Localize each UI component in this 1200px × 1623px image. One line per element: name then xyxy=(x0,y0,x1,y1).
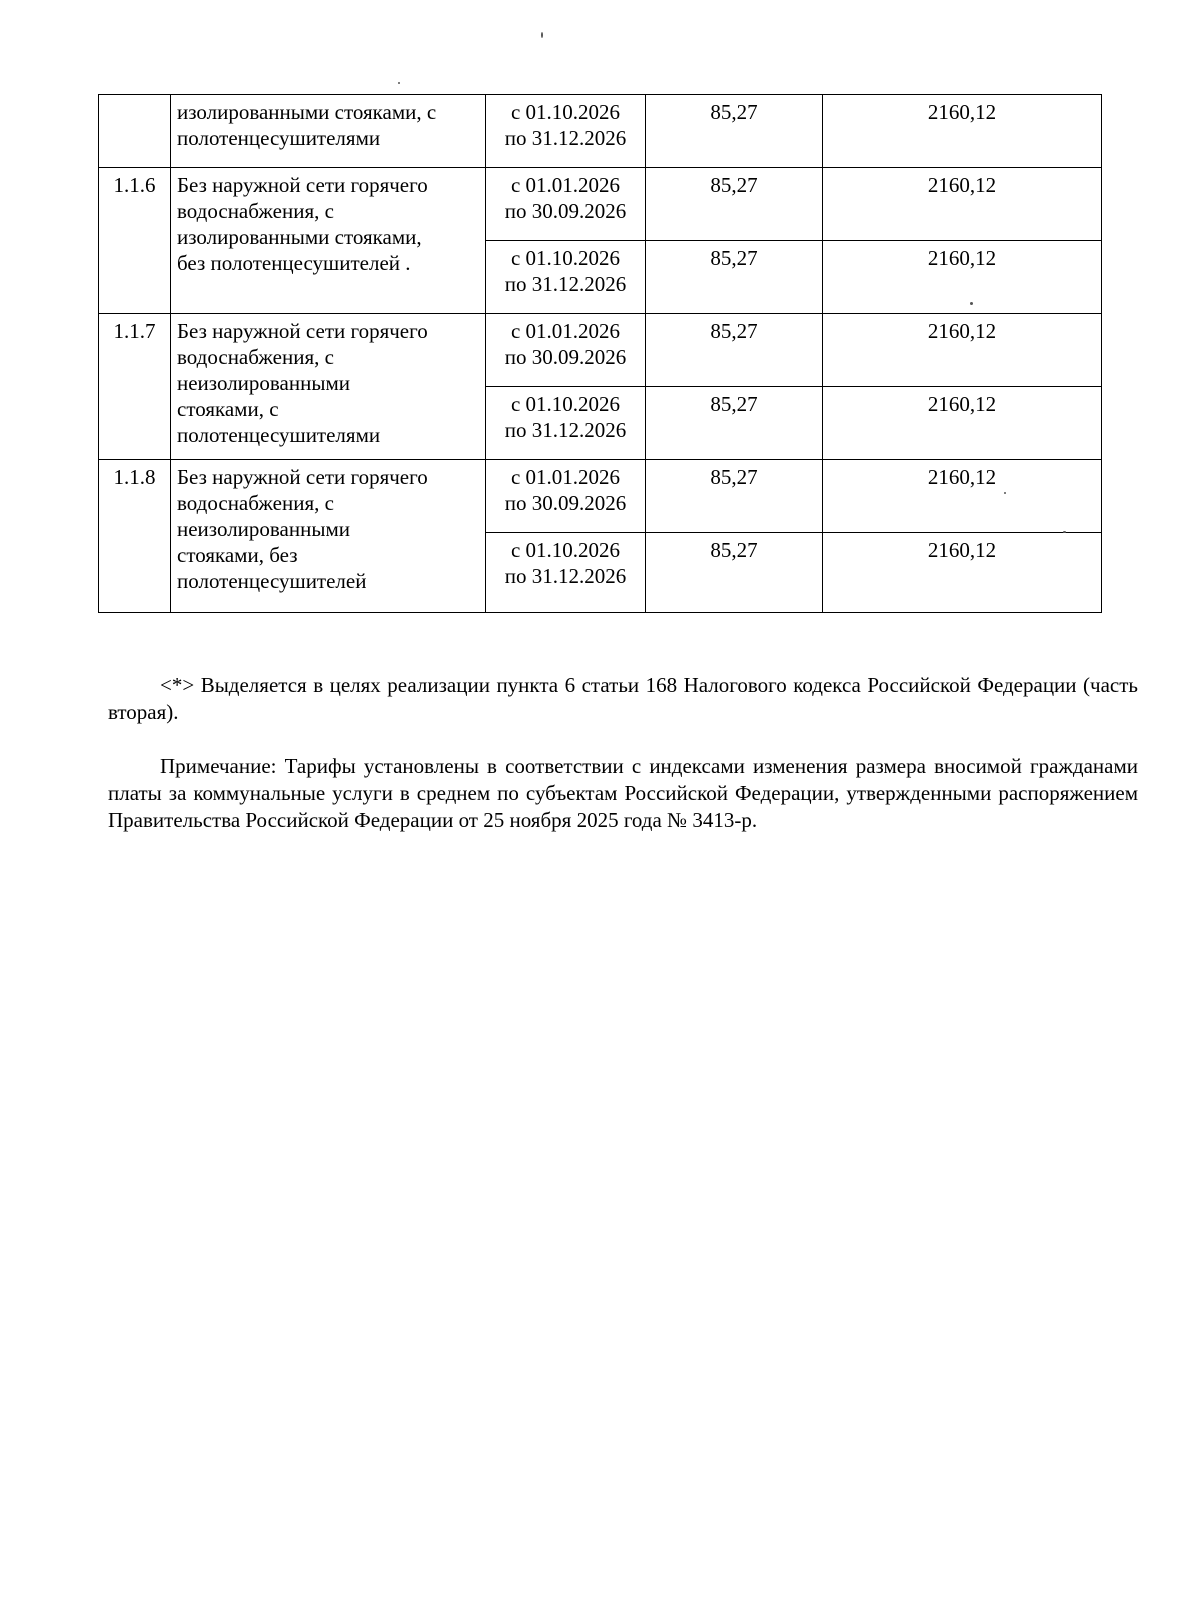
period-to: по 31.12.2026 xyxy=(504,564,627,588)
rate-cell-2: 2160,12 xyxy=(823,95,1102,168)
row-number: 1.1.6 xyxy=(99,168,171,314)
period-to: по 30.09.2026 xyxy=(504,491,627,515)
period-from: с 01.10.2026 xyxy=(510,246,621,270)
period-cell xyxy=(486,168,646,241)
rate-cell-1: 85,27 xyxy=(646,460,823,533)
period-to: по 31.12.2026 xyxy=(504,126,627,150)
row-number xyxy=(99,95,171,168)
period-cell xyxy=(486,460,646,533)
scan-speck xyxy=(1063,531,1066,533)
rate-cell-2: 2160,12 xyxy=(823,168,1102,241)
period-from: с 01.10.2026 xyxy=(510,100,621,124)
period-from: с 01.01.2026 xyxy=(510,319,621,343)
period-cell xyxy=(486,387,646,460)
rate-cell-1: 85,27 xyxy=(646,314,823,387)
rate-cell-1: 85,27 xyxy=(646,168,823,241)
period-to: по 31.12.2026 xyxy=(504,418,627,442)
description-line: полотенцесушителями xyxy=(177,423,381,447)
row-description xyxy=(171,95,486,168)
description-line: водоснабжения, с xyxy=(177,491,334,515)
period-to: по 31.12.2026 xyxy=(504,272,627,296)
description-line: стояками, с xyxy=(177,397,279,421)
period-from: с 01.01.2026 xyxy=(510,465,621,489)
rate-cell-1: 85,27 xyxy=(646,387,823,460)
period-to: по 30.09.2026 xyxy=(504,199,627,223)
period-from: с 01.01.2026 xyxy=(510,173,621,197)
scan-speck xyxy=(541,32,543,38)
footnote-text: <*> Выделяется в целях реализации пункта 6 статьи 168 Налогового кодекса Российской Федерации (часть вторая). xyxy=(108,673,1138,724)
rate-cell-2: 2160,12 xyxy=(823,460,1102,533)
rate-cell-2: 2160,12 xyxy=(823,533,1102,613)
description-line: Без наружной сети горячего xyxy=(177,465,428,489)
rate-cell-1: 85,27 xyxy=(646,95,823,168)
description-line: полотенцесушителей xyxy=(177,569,367,593)
row-number: 1.1.7 xyxy=(99,314,171,460)
rate-cell-2: 2160,12 xyxy=(823,241,1102,314)
table-row xyxy=(99,460,1102,533)
description-line: неизолированными xyxy=(177,517,350,541)
row-number: 1.1.8 xyxy=(99,460,171,613)
description-line: стояками, без xyxy=(177,543,298,567)
description-line: без полотенцесушителей . xyxy=(177,251,411,275)
rate-cell-1: 85,27 xyxy=(646,533,823,613)
period-cell xyxy=(486,95,646,168)
remark-text: Примечание: Тарифы установлены в соответствии с индексами изменения размера вносимой гражданами платы за коммунальные услуги в среднем по субъектам Российской Федерации, утвержденными распоряжением Правительства Российской Федерации от 25 ноября 2025 года № 3413-р. xyxy=(108,754,1138,832)
scan-speck xyxy=(1004,492,1006,494)
tariff-table xyxy=(98,94,1102,613)
scan-speck xyxy=(398,82,400,84)
table-row xyxy=(99,168,1102,241)
rate-cell-1: 85,27 xyxy=(646,241,823,314)
period-to: по 30.09.2026 xyxy=(504,345,627,369)
table-row xyxy=(99,314,1102,387)
rate-cell-2: 2160,12 xyxy=(823,387,1102,460)
period-from: с 01.10.2026 xyxy=(510,538,621,562)
table-row xyxy=(99,95,1102,168)
row-description xyxy=(171,460,486,613)
description-line: водоснабжения, с xyxy=(177,345,334,369)
row-description xyxy=(171,314,486,460)
period-cell xyxy=(486,533,646,613)
scan-speck xyxy=(970,302,973,305)
description-line: Без наружной сети горячего xyxy=(177,173,428,197)
description-line: изолированными стояками, xyxy=(177,225,422,249)
description-line: неизолированными xyxy=(177,371,350,395)
description-line: изолированными стояками, с xyxy=(177,100,437,124)
period-cell xyxy=(486,241,646,314)
period-from: с 01.10.2026 xyxy=(510,392,621,416)
description-line: Без наружной сети горячего xyxy=(177,319,428,343)
description-line: водоснабжения, с xyxy=(177,199,334,223)
description-line: полотенцесушителями xyxy=(177,126,381,150)
period-cell xyxy=(486,314,646,387)
rate-cell-2: 2160,12 xyxy=(823,314,1102,387)
row-description xyxy=(171,168,486,314)
